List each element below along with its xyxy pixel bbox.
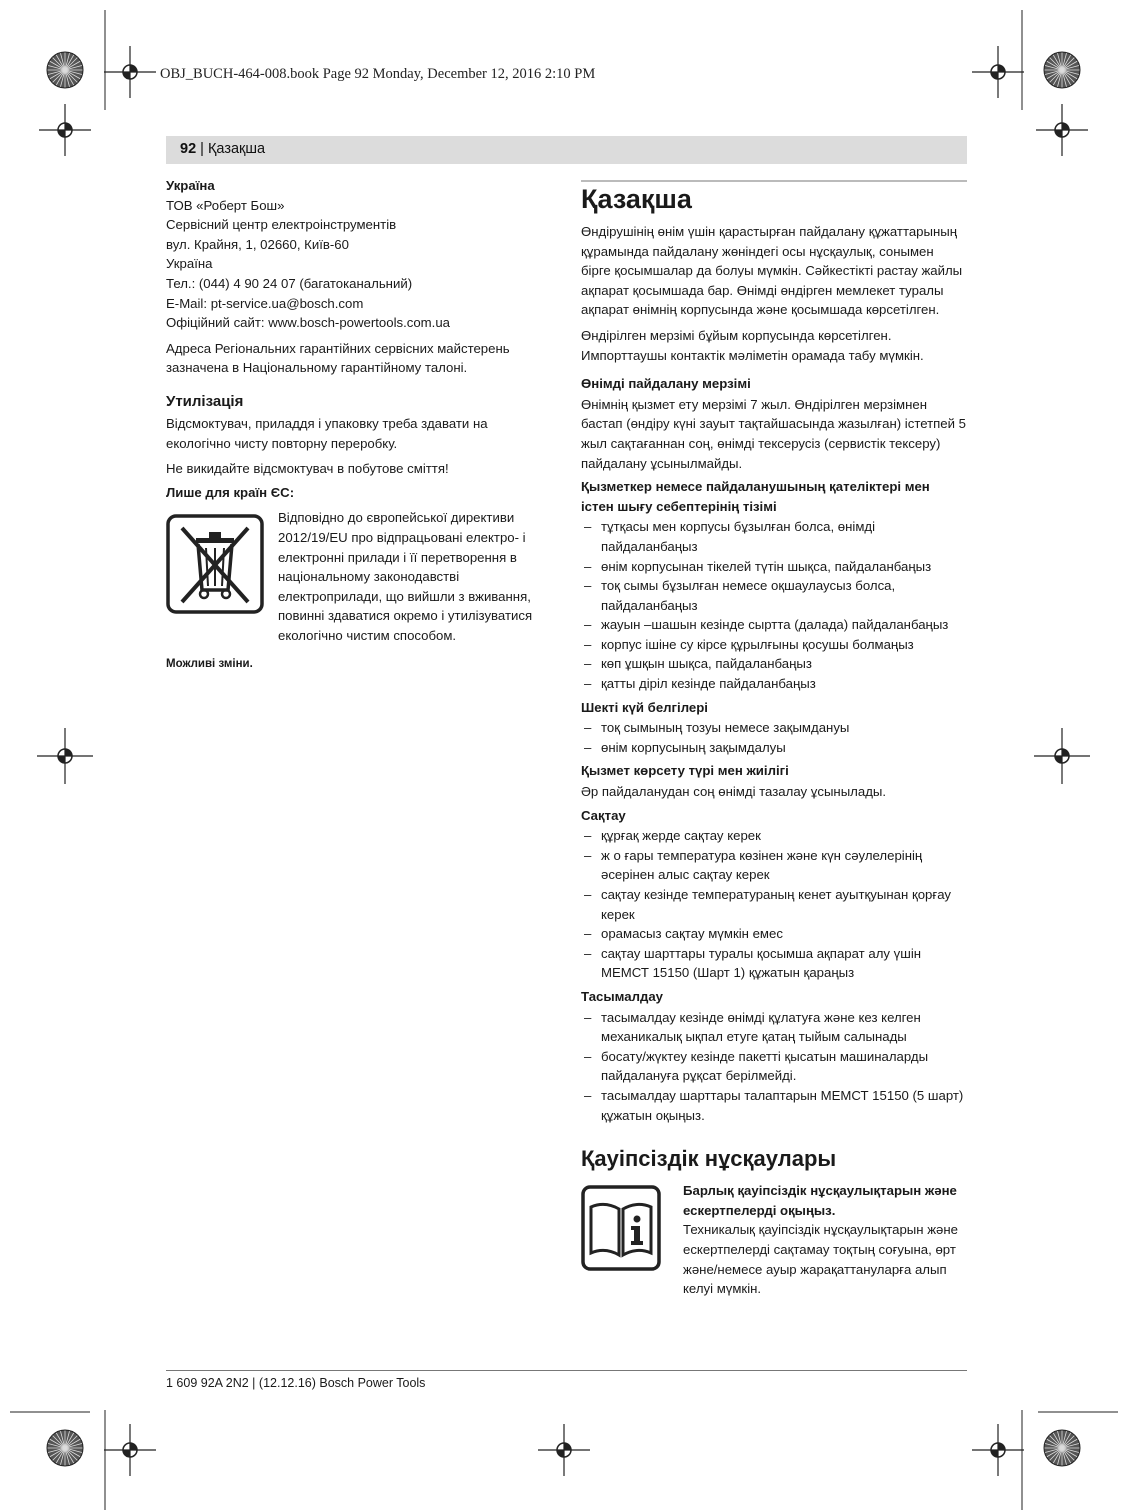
- header-separator: |: [196, 141, 208, 157]
- list-item: – корпус ішіне су кірсе құрылғыны қосушы болмаңыз: [581, 635, 966, 655]
- regional-note: Адреса Регіональних гарантійних сервісних майстерень зазначена в Національному гарантійному талоні.: [166, 340, 510, 376]
- address-line: Україна: [166, 256, 213, 272]
- list-item: – тұтқасы мен корпусы бұзылған болса, өнімді пайдаланбаңыз: [581, 517, 966, 556]
- list-item: – сақтау кезінде температураның кенет ауытқуынан қорғау керек: [581, 885, 966, 924]
- weee-block: [166, 508, 551, 645]
- list-item: – тасымалдау кезінде өнімді құлатуға және кез келген механикалық ықпал етуге қатаң тыйым салынады: [581, 1008, 966, 1047]
- crossed-bin-icon: [166, 514, 264, 614]
- header-section: Қазақша: [207, 141, 266, 157]
- list-item: – өнім корпусының зақымдалуы: [581, 738, 966, 758]
- address-line: Сервісний центр електроінструментів: [166, 217, 397, 233]
- address-line: вул. Крайня, 1, 02660, Київ-60: [166, 236, 349, 252]
- address-line: Тел.: (044) 4 90 24 07 (багатоканальний): [166, 275, 413, 291]
- read-manual-icon: [581, 1185, 661, 1271]
- list-item: – тоқ сымы бұзылған немесе оқшаулаусыз болса, пайдаланбаңыз: [581, 576, 966, 615]
- left-column: [166, 176, 551, 675]
- list-item: – тоқ сымының тозуы немесе зақымдануы: [581, 718, 966, 738]
- errors-list: [581, 517, 966, 693]
- address-line: E-Mail: pt-service.ua@bosch.com: [166, 295, 364, 311]
- address-line: ТОВ «Роберт Бош»: [166, 197, 285, 213]
- disposal-paragraph: Відсмоктувач, приладдя і упаковку треба здавати на екологічно чисту повторну переробку.: [166, 415, 488, 451]
- changes-note: Можливі зміни.: [166, 658, 253, 671]
- running-header: [180, 141, 265, 157]
- limit-heading: Шекті күй белгілері: [581, 699, 708, 715]
- footer-text: 1 609 92A 2N2 | (12.12.16) Bosch Power Tools: [166, 1376, 426, 1390]
- maintenance-heading: Қызмет көрсету түрі мен жиілігі: [581, 763, 789, 779]
- list-item: – қатты діріл кезінде пайдаланбаңыз: [581, 674, 966, 694]
- list-item: – құрғақ жерде сақтау керек: [581, 826, 966, 846]
- list-item: – ж о ғары температура көзінен және күн сәулелерінің әсерінен алыс сақтау керек: [581, 846, 966, 885]
- maintenance-text: Әр пайдаланудан соң өнімді тазалау ұсынылады.: [581, 784, 887, 800]
- transport-heading: Тасымалдау: [581, 988, 663, 1004]
- list-item: – өнім корпусынан тікелей түтін шықса, пайдаланбаңыз: [581, 557, 966, 577]
- service-life-heading: Өнімді пайдалану мерзімі: [581, 376, 751, 392]
- eu-heading: Лише для країн ЄС:: [166, 484, 295, 500]
- intro-paragraph-2: Өндірілген мерзімі бұйым корпусында көрсетілген. Импорттаушы контактік мәліметін орамада табу мүмкін.: [581, 327, 924, 363]
- list-item: – тасымалдау шарттары талаптарын МЕМСТ 15150 (5 шарт) құжатын оқыңыз.: [581, 1086, 966, 1125]
- transport-list: [581, 1008, 966, 1126]
- ukraine-heading: Україна: [166, 178, 215, 193]
- safety-title: Қауіпсіздік нұсқаулары: [581, 1146, 837, 1172]
- safety-bold-text: Барлық қауіпсіздік нұсқаулықтарын және ескертпелерді оқыңыз.: [683, 1183, 957, 1218]
- safety-text: Техникалық қауіпсіздік нұсқаулықтарын және ескертпелерді сақтамау тоқтың соғуына, өрт және/немесе ауыр жарақаттануларға алып келуі мүмкін.: [683, 1222, 958, 1297]
- eu-text: Відповідно до європейської директиви 2012/19/EU про відпрацьовані електро- і електронні прилади і її перетворення в національному законодавстві електроприлади, що вийшли з вживання, повинні здаватися окремо і утилізуватися екологічно чистим способом.: [278, 510, 533, 643]
- storage-heading: Сақтау: [581, 807, 626, 823]
- storage-list: [581, 826, 966, 983]
- section-title: Қазақша: [581, 184, 692, 214]
- list-item: – көп ұшқын шықса, пайдаланбаңыз: [581, 654, 966, 674]
- intro-paragraph: Өндірушінің өнім үшін қарастырған пайдалану құжаттарының құрамында пайдалану жөніндегі осы нұсқаулық, сонымен бірге қосымшалар да болуы мүмкін. Сәйкестікті растау жайлы ақпарат қосымшада бар. Өнімді өндірген мемлекет туралы ақпарат өнімнің корпусында және қосымшада көрсетілген.: [581, 224, 963, 318]
- list-item: – жауын –шашын кезінде сыртта (далада) пайдаланбаңыз: [581, 615, 966, 635]
- page-number: 92: [180, 141, 197, 157]
- safety-block: [581, 1181, 966, 1299]
- disposal-warning: Не викидайте відсмоктувач в побутове сміття!: [166, 461, 449, 477]
- right-column: [581, 180, 966, 1299]
- print-slug: OBJ_BUCH-464-008.book Page 92 Monday, December 12, 2016 2:10 PM: [160, 66, 596, 82]
- footer-rule: [166, 1370, 967, 1371]
- list-item: – сақтау шарттары туралы қосымша ақпарат алу үшін МЕМСТ 15150 (Шарт 1) құжатын қараңыз: [581, 944, 966, 983]
- list-item: – орамасыз сақтау мүмкін емес: [581, 924, 966, 944]
- disposal-heading: Утилізація: [166, 392, 244, 410]
- ukraine-address: [166, 196, 551, 333]
- header-bar: [166, 136, 967, 164]
- list-item: – босату/жүктеу кезінде пакетті қысатын машиналарды пайдалануға рұқсат берілмейді.: [581, 1047, 966, 1086]
- service-life-text: Өнімнің қызмет ету мерзімі 7 жыл. Өндірілген мерзімнен бастап (өндіру күні зауыт тақтайшасында жазылған) істетпей 5 жыл сақтағаннан соң, өнімді тексерусіз (сервистік тексеру) пайдалану ұсынылмайды.: [581, 396, 966, 471]
- limit-list: [581, 718, 966, 757]
- address-line: Офіційний сайт: www.bosch-powertools.com.ua: [166, 315, 451, 331]
- errors-heading: Қызметкер немесе пайдаланушының қателіктері мен істен шығу себептерінің тізімі: [581, 479, 930, 514]
